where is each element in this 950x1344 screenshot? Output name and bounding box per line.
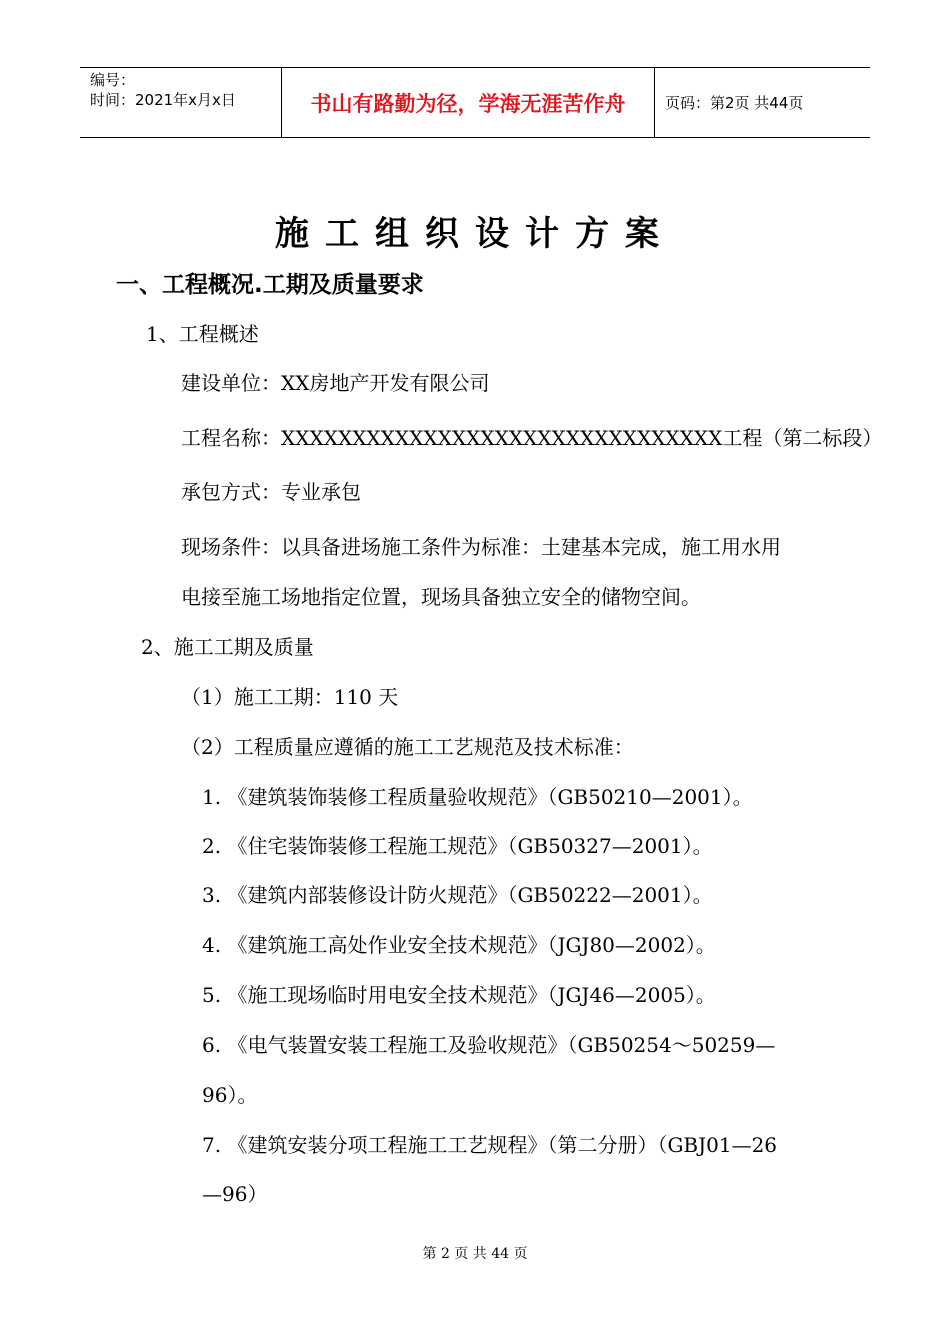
document-number-label: 编号： [90,71,136,89]
header-page-cell [655,68,870,137]
page-title: 施工组织设计方案 [275,214,675,254]
site-conditions-line: 电接至施工场地指定位置，现场具备独立安全的储物空间。 [181,585,701,609]
standard-item: 6. 《电气装置安装工程施工及验收规范》（GB50254～50259— [202,1033,776,1057]
header-motto-cell [282,68,655,137]
standard-item: 7. 《建筑安装分项工程施工工艺规程》（第二分册）（GBJ01—26 [202,1133,778,1157]
document-header [80,67,870,138]
subsection-heading: 2、施工工期及质量 [141,635,314,659]
standard-item: 1. 《建筑装饰装修工程质量验收规范》（GB50210—2001）。 [202,785,753,809]
standards-intro: （2）工程质量应遵循的施工工艺规范及技术标准： [181,735,634,759]
duration-line: （1）施工工期：110 天 [181,685,399,709]
header-page-info: 页码：第2页 共44页 [665,94,804,112]
standard-item: 2. 《住宅装饰装修工程施工规范》（GB50327—2001）。 [202,834,713,858]
client-line: 建设单位：XX房地产开发有限公司 [181,371,490,395]
project-name-line: 工程名称：XXXXXXXXXXXXXXXXXXXXXXXXXXXXXXX工程（第二标段） [181,426,883,450]
document-date: 时间：2021年x月x日 [90,91,236,109]
standard-item-continued: 96）。 [202,1083,258,1107]
contract-mode-line: 承包方式：专业承包 [181,480,361,504]
standard-item-continued: —96） [202,1182,268,1206]
section-heading: 一、工程概况.工期及质量要求 [116,272,424,298]
site-conditions-line: 现场条件：以具备进场施工条件为标准：土建基本完成，施工用水用 [181,535,781,559]
header-motto: 书山有路勤为径，学海无涯苦作舟 [310,92,626,116]
page-footer: 第 2 页 共 44 页 [422,1246,528,1262]
standard-item: 3. 《建筑内部装修设计防火规范》（GB50222—2001）。 [202,883,713,907]
subsection-heading: 1、工程概述 [146,322,259,346]
header-meta-cell [80,68,282,137]
standard-item: 4. 《建筑施工高处作业安全技术规范》（JGJ80—2002）。 [202,933,716,957]
standard-item: 5. 《施工现场临时用电安全技术规范》（JGJ46—2005）。 [202,983,716,1007]
